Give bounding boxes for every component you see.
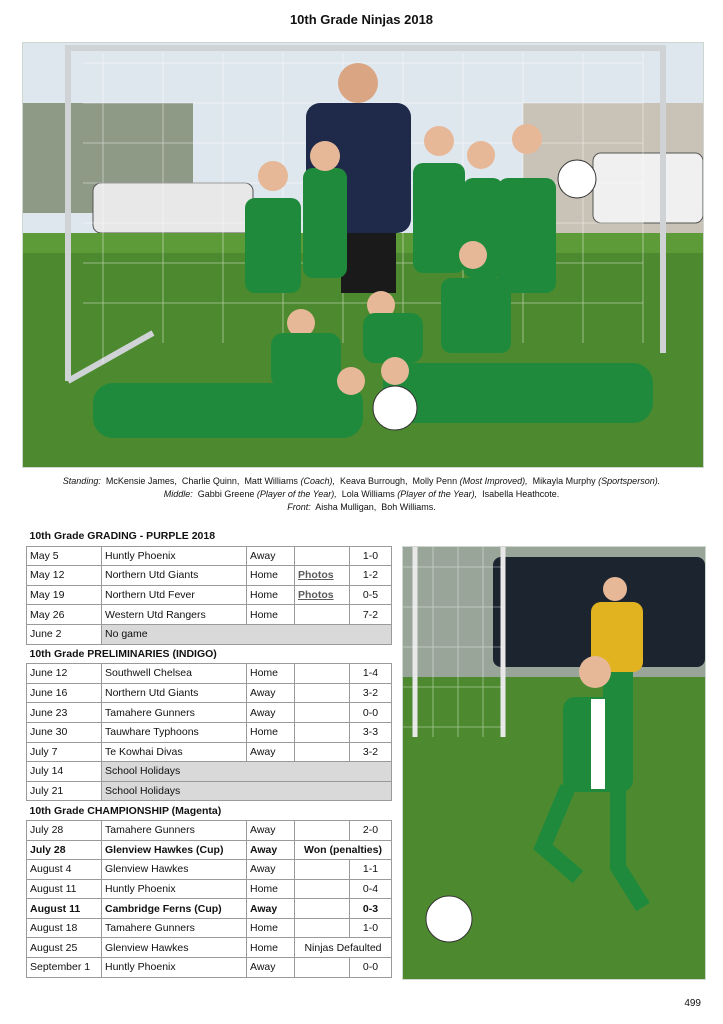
date-cell: August 25 [27,938,102,958]
venue-cell: Away [247,683,295,703]
score-cell: 1-0 [350,918,392,938]
caption-person: Keava Burrough, [339,476,408,486]
note-cell [295,860,350,880]
score-cell: 0-3 [350,899,392,919]
venue-cell: Away [247,546,295,566]
table-row [27,624,392,644]
score-cell: 7-2 [350,605,392,625]
score-cell: 3-2 [350,742,392,762]
note-cell [295,958,350,978]
note-cell [295,546,350,566]
venue-cell: Home [247,938,295,958]
opponent-cell: Tamahere Gunners [102,918,247,938]
section-heading-row [27,801,392,821]
venue-cell: Home [247,879,295,899]
opponent-cell: Te Kowhai Divas [102,742,247,762]
team-photo [22,42,704,468]
caption-role: (Player of the Year), [256,489,337,499]
result-cell: Won (penalties) [295,840,392,860]
caption-label: Middle: [163,489,193,499]
score-cell: 0-0 [350,958,392,978]
opponent-cell: Glenview Hawkes (Cup) [102,840,247,860]
date-cell: June 30 [27,722,102,742]
opponent-cell: Glenview Hawkes [102,860,247,880]
table-row [27,899,392,919]
opponent-cell: Huntly Phoenix [102,879,247,899]
table-row [27,605,392,625]
opponent-cell: Northern Utd Giants [102,683,247,703]
note-cell [295,683,350,703]
opponent-cell: Huntly Phoenix [102,958,247,978]
caption-person: Aisha Mulligan, [315,502,377,512]
caption-role: (Coach), [300,476,335,486]
score-cell: 1-2 [350,566,392,586]
section-heading: 10th Grade CHAMPIONSHIP (Magenta) [27,801,392,821]
venue-cell: Home [247,918,295,938]
table-row [27,860,392,880]
caption-person: Charlie Quinn, [181,476,240,486]
table-row [27,722,392,742]
date-cell: July 28 [27,820,102,840]
score-cell: 1-4 [350,664,392,684]
date-cell: May 12 [27,566,102,586]
table-row [27,820,392,840]
note-cell [295,820,350,840]
score-cell: 0-0 [350,703,392,723]
note-cell [295,899,350,919]
venue-cell: Away [247,742,295,762]
table-row [27,664,392,684]
date-cell: July 14 [27,762,102,782]
venue-cell: Home [247,585,295,605]
caption-person: Boh Williams. [381,502,436,512]
table-row [27,762,392,782]
venue-cell: Away [247,840,295,860]
venue-cell: Home [247,722,295,742]
caption-person: Molly Penn [412,476,458,486]
opponent-cell: Glenview Hawkes [102,938,247,958]
photos-link[interactable]: Photos [295,566,350,586]
date-cell: June 2 [27,624,102,644]
score-cell: 2-0 [350,820,392,840]
section-heading-row [27,527,392,546]
caption-role: (Player of the Year), [397,489,478,499]
score-cell: 0-5 [350,585,392,605]
caption-front [0,501,723,514]
caption-person: Gabbi Greene [197,489,255,499]
venue-cell: Away [247,899,295,919]
date-cell: May 19 [27,585,102,605]
opponent-cell: Huntly Phoenix [102,546,247,566]
date-cell: August 18 [27,918,102,938]
date-cell: May 5 [27,546,102,566]
caption-person: Lola Williams [341,489,395,499]
score-cell: 1-1 [350,860,392,880]
venue-cell: Away [247,703,295,723]
caption-role: (Sportsperson). [598,476,661,486]
section-heading: 10th Grade GRADING - PURPLE 2018 [27,527,392,546]
note-cell [295,664,350,684]
opponent-cell: Northern Utd Giants [102,566,247,586]
note-cell: School Holidays [102,762,392,782]
venue-cell: Home [247,664,295,684]
note-cell: No game [102,624,392,644]
opponent-cell: Tamahere Gunners [102,703,247,723]
page-title: 10th Grade Ninjas 2018 [289,12,434,27]
action-photo [402,546,706,980]
page-number: 499 [684,998,701,1009]
note-cell [295,703,350,723]
date-cell: August 11 [27,879,102,899]
section-heading-row [27,644,392,664]
table-row [27,840,392,860]
table-row [27,566,392,586]
venue-cell: Home [247,605,295,625]
date-cell: July 21 [27,781,102,801]
opponent-cell: Northern Utd Fever [102,585,247,605]
opponent-cell: Cambridge Ferns (Cup) [102,899,247,919]
opponent-cell: Southwell Chelsea [102,664,247,684]
date-cell: September 1 [27,958,102,978]
caption-label: Front: [287,502,311,512]
date-cell: May 26 [27,605,102,625]
fixtures-table [26,527,392,978]
table-row [27,742,392,762]
opponent-cell: Western Utd Rangers [102,605,247,625]
note-cell [295,722,350,742]
caption-role: (Most Improved), [459,476,528,486]
table-row [27,683,392,703]
venue-cell: Away [247,860,295,880]
note-cell [295,605,350,625]
table-row [27,918,392,938]
result-cell: Ninjas Defaulted [295,938,392,958]
caption-standing [0,475,723,488]
note-cell [295,918,350,938]
table-row [27,546,392,566]
date-cell: June 12 [27,664,102,684]
caption-person: Isabella Heathcote. [482,489,560,499]
opponent-cell: Tauwhare Typhoons [102,722,247,742]
venue-cell: Away [247,820,295,840]
caption-middle [0,488,723,501]
table-row [27,938,392,958]
opponent-cell: Tamahere Gunners [102,820,247,840]
note-cell [295,742,350,762]
date-cell: July 28 [27,840,102,860]
date-cell: August 4 [27,860,102,880]
date-cell: June 16 [27,683,102,703]
note-cell [295,879,350,899]
caption-person: Mikayla Murphy [532,476,596,486]
score-cell: 0-4 [350,879,392,899]
venue-cell: Away [247,958,295,978]
table-row [27,585,392,605]
caption-label: Standing: [62,476,101,486]
table-row [27,703,392,723]
date-cell: July 7 [27,742,102,762]
venue-cell: Home [247,566,295,586]
note-cell: School Holidays [102,781,392,801]
table-row [27,958,392,978]
score-cell: 3-2 [350,683,392,703]
photos-link[interactable]: Photos [295,585,350,605]
date-cell: June 23 [27,703,102,723]
caption-person: McKensie James, [105,476,177,486]
score-cell: 1-0 [350,546,392,566]
caption-person: Matt Williams [244,476,298,486]
section-heading: 10th Grade PRELIMINARIES (INDIGO) [27,644,392,664]
score-cell: 3-3 [350,722,392,742]
table-row [27,781,392,801]
date-cell: August 11 [27,899,102,919]
table-row [27,879,392,899]
